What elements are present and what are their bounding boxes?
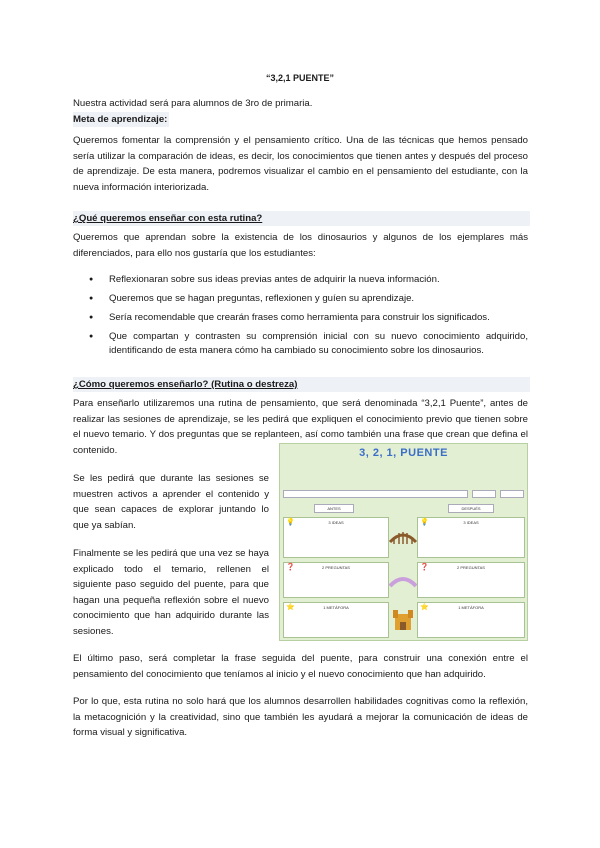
list-item: ● Que compartan y contrasten su comprensión inicial con su nuevo conocimiento adquirido, identificando de esta manera cómo ha cambiado su conocimiento sobre los dinosaurios. — [73, 330, 528, 358]
how-paragraph: Para enseñarlo utilizaremos una rutina de pensamiento, que será denominada “3,2,1 Puente”, antes de realizar las sesiones de aprendizaje, se les pedirá que expliquen el conocimiento previo que tienen sobre el nuevo temario. Y dos preguntas que se replanteen, así como también una frase que crean que defina el contenido. — [73, 398, 528, 456]
ideas-label: 3 IDEAS — [328, 520, 344, 525]
lightbulb-icon: 💡 — [286, 519, 295, 526]
goal-heading: Meta de aprendizaje: — [73, 114, 168, 125]
star-icon: ⭐ — [286, 604, 295, 611]
list-item: ● Sería recomendable que crearán frases como herramienta para construir los significados. — [73, 311, 528, 325]
castle-icon — [390, 606, 416, 632]
last-paragraph-1: El último paso, será completar la frase seguida del puente, para construir una conexión entre el pensamiento del conocimiento que teníamos al inicio y el nuevo conocimiento que han adquirido. — [73, 653, 528, 680]
arch-icon — [388, 572, 418, 590]
questions-label: 2 PREGUNTAS — [457, 565, 485, 570]
worksheet-title: 3, 2, 1, PUENTE — [359, 447, 448, 459]
ideas-after-box — [417, 517, 525, 558]
metaphor-before-box — [283, 602, 389, 638]
lightbulb-icon: 💡 — [420, 519, 429, 526]
document-title: “3,2,1 PUENTE” — [265, 73, 335, 83]
tab-before: ANTES — [314, 504, 354, 513]
how-heading: ¿Cómo queremos enseñarlo? (Rutina o destreza) — [73, 377, 530, 392]
metaphor-label: 1 METÁFORA — [323, 605, 349, 610]
bridge-routine-worksheet — [279, 443, 528, 641]
tab-after: DESPUÉS — [448, 504, 494, 513]
what-heading: ¿Qué queremos enseñar con esta rutina? — [73, 211, 530, 226]
ideas-before-box — [283, 517, 389, 558]
star-icon: ⭐ — [420, 604, 429, 611]
class-field — [500, 490, 524, 498]
left-paragraph-1: Se les pedirá que durante las sesiones se muestren activos a aprender el contenido y que sean capaces de explorar juntando lo que ya sabían. — [73, 473, 269, 531]
questions-label: 2 PREGUNTAS — [322, 565, 350, 570]
question-icon: ❓ — [286, 564, 295, 571]
metaphor-label: 1 METÁFORA — [458, 605, 484, 610]
ideas-label: 3 IDEAS — [463, 520, 479, 525]
list-item: ● Reflexionaran sobre sus ideas previas antes de adquirir la nueva información. — [73, 273, 528, 287]
what-paragraph: Queremos que aprendan sobre la existencia de los dinosaurios y algunos de los ejemplares más diferenciados, para ello nos gustaría que los estudiantes: — [73, 232, 528, 259]
questions-before-box — [283, 562, 389, 598]
objectives-list — [73, 273, 528, 363]
list-item: ● Queremos que se hagan preguntas, reflexionen y guíen su aprendizaje. — [73, 292, 528, 306]
goal-paragraph: Queremos fomentar la comprensión y el pensamiento crítico. Una de las técnicas que hemos pensado sería utilizar la comparación de ideas, es decir, los conocimientos que tienen antes y después del proceso de aprendizaje. De esta manera, podremos visualizar el cambio en el pensamiento del estudiante, con la nueva información interiorizada. — [73, 135, 528, 193]
date-field — [472, 490, 496, 498]
metaphor-after-box — [417, 602, 525, 638]
last-paragraph-2: Por lo que, esta rutina no solo hará que los alumnos desarrollen habilidades cognitivas como la reflexión, la metacognición y la creatividad, sino que también les ayudará a mejorar la comunicación de ideas de forma visual y significativa. — [73, 696, 528, 738]
name-field — [283, 490, 468, 498]
questions-after-box — [417, 562, 525, 598]
question-icon: ❓ — [420, 564, 429, 571]
bridge-icon — [388, 526, 418, 548]
intro-text: Nuestra actividad será para alumnos de 3ro de primaria. — [73, 98, 313, 109]
left-paragraph-2: Finalmente se les pedirá que una vez se haya explicado todo el temario, rellenen el siguiente paso seguido del puente, para que hagan una pequeña reflexión sobre el nuevo conocimiento que han adquirido durante las sesiones. — [73, 548, 269, 637]
